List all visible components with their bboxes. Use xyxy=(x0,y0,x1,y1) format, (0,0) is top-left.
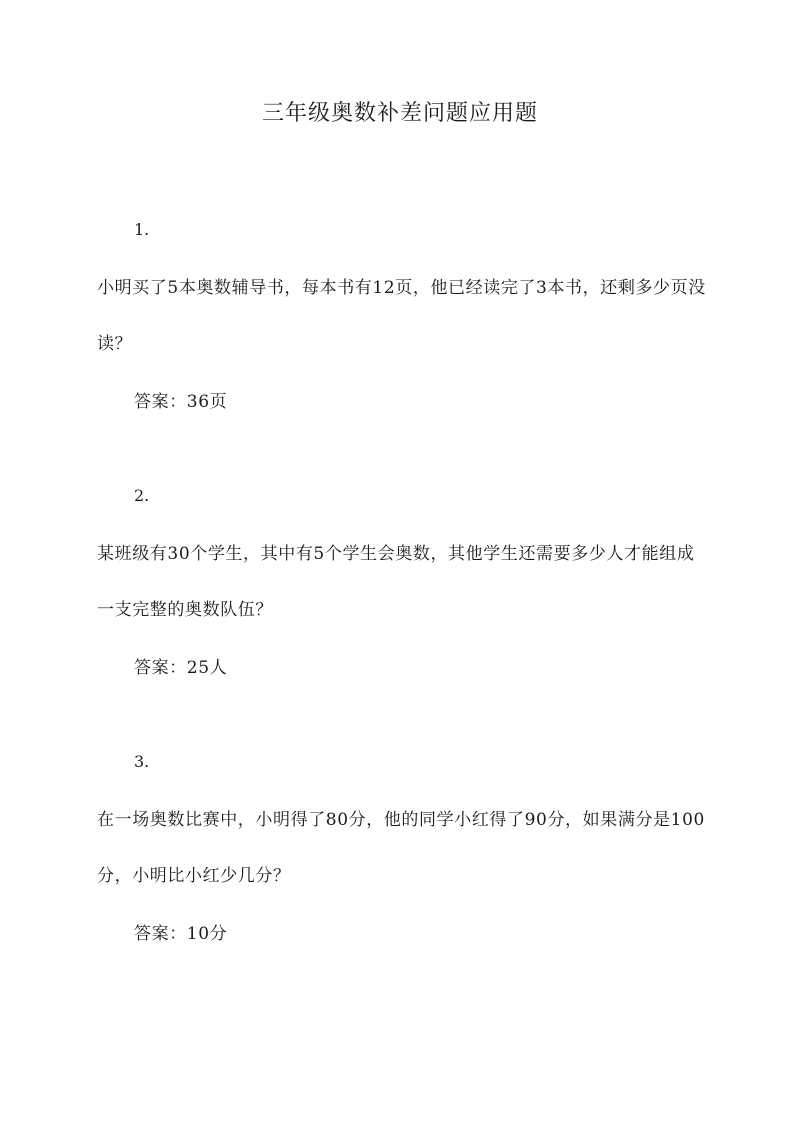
problem-question: 小明买了5本奥数辅导书，每本书有12页，他已经读完了3本书，还剩多少页没读？ xyxy=(97,278,706,354)
problem-item xyxy=(97,218,707,414)
problem-number: 1. xyxy=(134,220,150,239)
problem-answer: 答案：10分 xyxy=(134,924,228,944)
problem-item xyxy=(97,750,707,946)
problem-item xyxy=(97,484,707,680)
problem-number: 2. xyxy=(134,486,150,505)
problem-question: 某班级有30个学生，其中有5个学生会奥数，其他学生还需要多少人才能组成一支完整的奥数队伍？ xyxy=(97,544,695,620)
problem-answer: 答案：36页 xyxy=(134,392,228,412)
page-title: 三年级奥数补差问题应用题 xyxy=(261,101,538,126)
problem-answer: 答案：25人 xyxy=(134,658,228,678)
problem-question: 在一场奥数比赛中，小明得了80分，他的同学小红得了90分，如果满分是100分，小明比小红少几分？ xyxy=(97,810,705,886)
problem-number: 3. xyxy=(134,752,150,771)
